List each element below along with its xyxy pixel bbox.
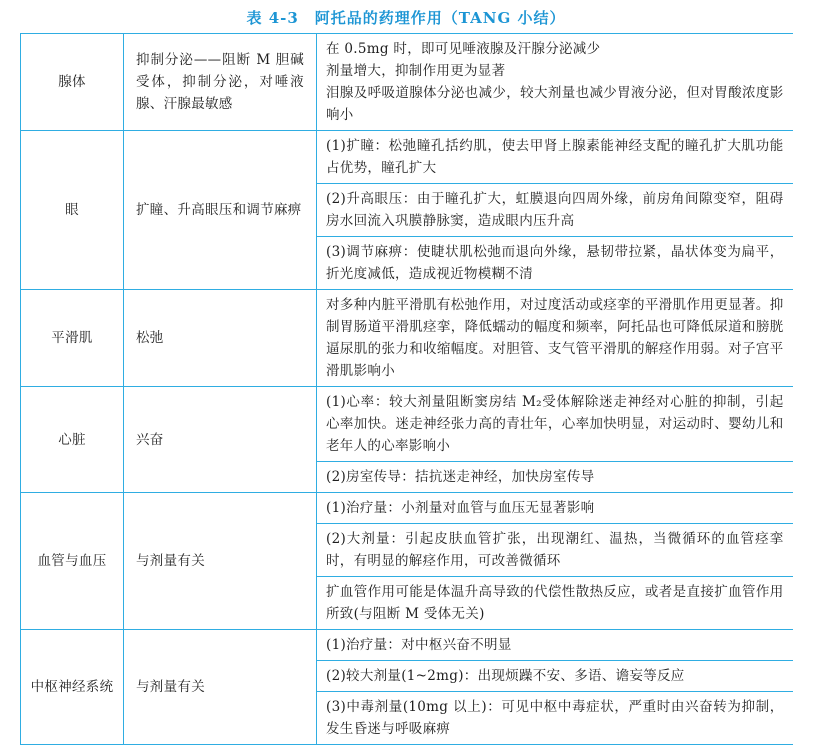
detail-line: (2)较大剂量(1~2mg)：出现烦躁不安、多语、谵妄等反应	[326, 668, 685, 684]
table-title: 表 4-3 阿托品的药理作用（TANG 小结）	[246, 9, 566, 27]
detail-line: (2)房室传导：拮抗迷走神经，加快房室传导	[326, 469, 595, 485]
detail-cell	[317, 237, 793, 290]
organ-cell: 血管与血压	[21, 493, 124, 630]
organ-cell: 心脏	[21, 387, 124, 493]
detail-line: 泪腺及呼吸道腺体分泌也减少，较大剂量也减少胃液分泌，但对胃酸浓度影响小	[326, 85, 784, 123]
organ-cell: 平滑肌	[21, 290, 124, 387]
detail-cell	[317, 131, 793, 184]
detail-line: 在 0.5mg 时，即可见唾液腺及汗腺分泌减少	[326, 41, 601, 57]
detail-cell	[317, 577, 793, 630]
table-row-cns	[21, 630, 793, 661]
detail-cell	[317, 387, 793, 462]
effect-cell: 与剂量有关	[124, 630, 317, 745]
table-row-glands	[21, 34, 793, 131]
detail-cell	[317, 290, 793, 387]
detail-cell	[317, 630, 793, 661]
detail-cell	[317, 462, 793, 493]
detail-cell	[317, 661, 793, 692]
detail-cell	[317, 493, 793, 524]
effect-cell: 抑制分泌——阻断 M 胆碱受体，抑制分泌，对唾液腺、汗腺最敏感	[124, 34, 317, 131]
table-row-smooth-muscle	[21, 290, 793, 387]
detail-line: (1)治疗量：对中枢兴奋不明显	[326, 637, 512, 653]
table-row-vessels-bp	[21, 493, 793, 524]
detail-line: 剂量增大，抑制作用更为显著	[326, 63, 506, 79]
organ-cell: 中枢神经系统	[21, 630, 124, 745]
detail-cell	[317, 184, 793, 237]
effect-cell: 扩瞳、升高眼压和调节麻痹	[124, 131, 317, 290]
detail-line: (1)治疗量：小剂量对血管与血压无显著影响	[326, 500, 595, 516]
detail-line: (1)心率：较大剂量阻断窦房结 M₂受体解除迷走神经对心脏的抑制，引起心率加快。迷走神经张力高的青壮年，心率加快明显，对运动时、婴幼儿和老年人的心率影响小	[326, 394, 784, 454]
detail-cell	[317, 524, 793, 577]
organ-cell: 腺体	[21, 34, 124, 131]
table-row-heart	[21, 387, 793, 462]
table-row-eye	[21, 131, 793, 184]
pharmacology-table	[20, 33, 793, 745]
detail-line: 对多种内脏平滑肌有松弛作用，对过度活动或痉挛的平滑肌作用更显著。抑制胃肠道平滑肌痉挛，降低蠕动的幅度和频率，阿托品也可降低尿道和膀胱逼尿肌的张力和收缩幅度。对胆管、支气管平滑肌的解痉作用弱。对子宫平滑肌影响小	[326, 297, 784, 379]
detail-cell	[317, 34, 793, 131]
effect-cell: 松弛	[124, 290, 317, 387]
effect-cell: 与剂量有关	[124, 493, 317, 630]
effect-cell: 兴奋	[124, 387, 317, 493]
detail-line: (1)扩瞳：松弛瞳孔括约肌，使去甲肾上腺素能神经支配的瞳孔扩大肌功能占优势，瞳孔扩大	[326, 138, 784, 176]
detail-line: 扩血管作用可能是体温升高导致的代偿性散热反应，或者是直接扩血管作用所致(与阻断 M 受体无关)	[326, 584, 784, 622]
detail-line: (3)调节麻痹：使睫状肌松弛而退向外缘，悬韧带拉紧，晶状体变为扁平，折光度减低，造成视近物模糊不清	[326, 244, 784, 282]
detail-line: (3)中毒剂量(10mg 以上)：可见中枢中毒症状，严重时由兴奋转为抑制，发生昏迷与呼吸麻痹	[326, 699, 784, 737]
organ-cell: 眼	[21, 131, 124, 290]
detail-line: (2)升高眼压：由于瞳孔扩大，虹膜退向四周外缘，前房角间隙变窄，阻碍房水回流入巩膜静脉窦，造成眼内压升高	[326, 191, 784, 229]
detail-cell	[317, 692, 793, 745]
detail-line: (2)大剂量：引起皮肤血管扩张，出现潮红、温热，当微循环的血管痉挛时，有明显的解痉作用，可改善微循环	[326, 531, 784, 569]
